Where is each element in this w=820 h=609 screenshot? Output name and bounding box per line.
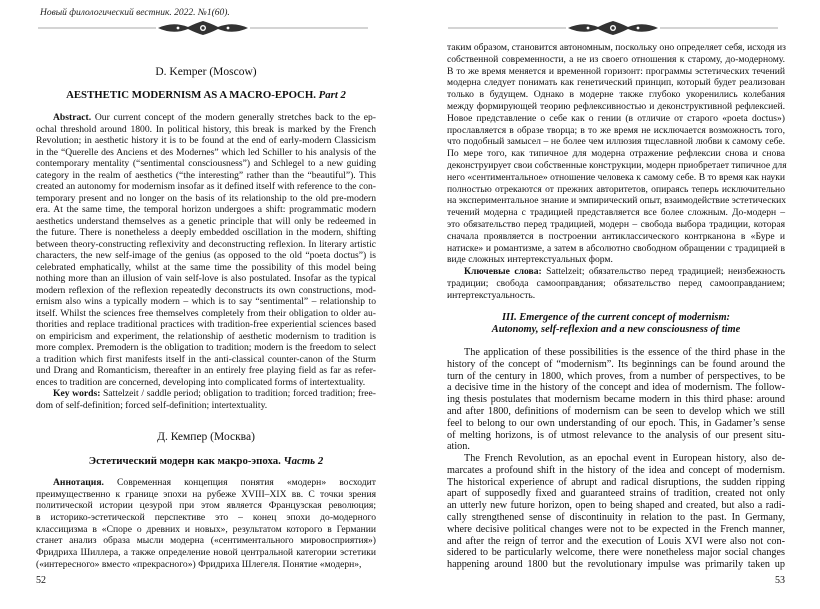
line-text: Sattelzeit / saddle period; obligation to tradition; forced tradition; free- <box>103 388 376 399</box>
text-line <box>36 512 376 524</box>
line-text: деконструирует свои собственные конструкции, модерн приобретает типичное для <box>447 159 787 171</box>
line-text: собственной современности, а не из своего отношения к старому, до-модерному. <box>447 53 785 65</box>
paragraph-label: Ключевые слова: <box>464 266 542 277</box>
text-line <box>447 382 785 394</box>
line-text: itself. Whilst the sciences free themselves completely from their obligation to older au- <box>36 307 376 319</box>
text-line <box>36 273 376 285</box>
line-text: history of the concept of “modernism”. Its beginnings can be found around the <box>447 358 785 370</box>
text-line <box>447 347 785 359</box>
text-line <box>36 524 376 536</box>
line-text: cally strengthened sense of discontinuity in relation to the past. In Germany, <box>447 511 785 523</box>
line-text: of melting horizons, is of utmost relevance to the analysis of our present situ- <box>447 429 785 441</box>
line-text: ences to tradition are concerned, developing into complicated forms of intertextuality. <box>36 376 366 388</box>
running-head: Новый филологический вестник. 2022. №1(60). <box>40 8 230 18</box>
title-en-main: AESTHETIC MODERNISM AS A MACRO-EPOCH. <box>66 89 316 101</box>
line-text: on empiricism and experiment, the relationship of aesthetic modernism to tradition is <box>36 330 376 342</box>
line-text: В то же время меняется и временной горизонт: программы эстетических течений <box>447 65 785 77</box>
text-line <box>447 394 785 406</box>
text-line <box>447 441 785 453</box>
text-line <box>36 559 376 571</box>
line-text: натиске» и романтизме, а затем в абсолютно свободном обращении с традицией в <box>447 242 785 254</box>
text-line <box>36 296 376 308</box>
text-line <box>36 239 376 251</box>
line-text: happening around 1800 but the revolutionary impulse was primarily taken up <box>447 559 785 571</box>
title-ru-part: Часть 2 <box>283 455 324 467</box>
text-line <box>447 66 785 78</box>
text-line <box>447 184 785 196</box>
line-text: классицизма в «Споре о древних и новых», результатом которого в Германии <box>36 523 376 535</box>
section-heading-line-2: Autonomy, self-reflexion and a new consciousness of time <box>491 324 741 335</box>
line-text: The application of these possibilities is the essence of the third phase in the <box>464 347 785 358</box>
text-line <box>447 136 785 148</box>
line-text: модерна следует понимать как генетический принцип, который будет реализован <box>447 77 785 89</box>
line-text: между формирующей теорию рефлексивностью и деконструктивной рефлексией. <box>447 100 785 112</box>
text-line <box>36 377 376 389</box>
text-line <box>447 453 785 465</box>
line-text: виде сложных интертекстуальных форм. <box>447 254 613 266</box>
line-text: него «сентиментальное» отношение человека к самому себе. В то время как науки <box>447 171 785 183</box>
line-text: more complex. Premodern is the obligation to tradition; modern is the freedom to select <box>36 342 376 353</box>
text-line <box>447 160 785 172</box>
line-text: традиции; свобода самооправдания; обязательство перед самооправданием; <box>447 277 785 289</box>
text-line <box>447 418 785 430</box>
text-line <box>36 477 376 489</box>
text-line <box>36 365 376 377</box>
line-text: and after the reign of terror and the execution of Louis XVI were also not con- <box>447 535 785 547</box>
text-line <box>36 308 376 320</box>
text-line <box>447 406 785 418</box>
text-line <box>36 216 376 228</box>
text-line <box>36 147 376 159</box>
text-line <box>447 430 785 442</box>
text-line <box>447 113 785 125</box>
text-line <box>447 254 785 266</box>
line-text: modern reflexion of the reflexion repeatedly deconstructs its own constructions, mod- <box>36 284 376 296</box>
text-line <box>447 231 785 243</box>
line-text: and after 1800, definitions of modernism can be seen to develop which we still <box>447 405 785 417</box>
line-text: turn of the century in 1800, which proves, from a number of perspectives, to be <box>447 370 785 382</box>
line-text: в историко-эстетической перспективе это – конец эпохи до-модерного <box>36 512 376 524</box>
text-line <box>36 170 376 182</box>
text-line <box>447 500 785 512</box>
text-line <box>447 359 785 371</box>
page-number-left: 52 <box>36 575 46 586</box>
text-line <box>447 101 785 113</box>
text-line <box>447 266 785 278</box>
text-line <box>36 181 376 193</box>
text-line <box>447 77 785 89</box>
line-text: Новое представление о себе как о гении (в отличие от старого «poeta doctus») <box>447 112 785 124</box>
line-text: und Drang and Romanticism, thereafter in an entirely free playing field as far as refer- <box>36 365 376 376</box>
text-line <box>36 354 376 366</box>
line-text: apart of supposedly fixed and guaranteed strains of tradition, created not only <box>447 488 785 500</box>
text-line <box>36 285 376 297</box>
paragraph-label: Аннотация. <box>53 477 104 488</box>
text-line <box>36 112 376 124</box>
paragraph-label: Abstract. <box>53 112 92 123</box>
text-line <box>36 158 376 170</box>
line-text: a tradition which first manifests itself in the anti-classical counter-canon of the Sturm <box>36 353 376 365</box>
line-text: ing thesis postulates that modernism became modern in this third phase: around <box>447 394 785 406</box>
text-line <box>36 489 376 501</box>
text-line <box>447 89 785 101</box>
line-text: что подобный замысел – не более чем иллюзия тщеславной любви к самому себе. <box>447 136 785 148</box>
title-ru <box>36 455 376 467</box>
line-text: таким образом, становится автономным, поскольку оно определяет себя, исходя из <box>447 42 786 53</box>
text-line <box>36 262 376 274</box>
line-text: thorities and replace traditional practices with tradition-free experiential sciences based <box>36 319 376 330</box>
text-line <box>447 477 785 489</box>
text-line <box>447 278 785 290</box>
body-paragraph-2 <box>447 453 785 571</box>
ornament-divider-icon <box>448 20 778 36</box>
line-text: aesthetics understand themselves as a genetic principle that will only be redeemed in <box>36 215 376 227</box>
section-heading-line-1: III. Emergence of the current concept of modernism: <box>501 312 730 323</box>
text-line <box>36 400 376 412</box>
text-line <box>447 547 785 559</box>
line-text: category in the realm of aesthetics (“the interesting” rather than the “beautiful”). This <box>36 169 376 181</box>
text-line <box>36 331 376 343</box>
page-number-right: 53 <box>775 575 785 586</box>
line-text: marcates a profound shift in the history of the idea and concept of modernism. <box>447 464 785 476</box>
line-text: Revolution; in aesthetic history it is to be found at the end of early-modern Classicism <box>36 135 376 146</box>
line-text: a decisive time in the history of the concept and idea of modernism. The follow- <box>447 382 785 394</box>
ornament-divider-icon <box>38 20 368 36</box>
section-heading <box>447 312 785 336</box>
line-text: преимущественно к границе эпохи на рубеже XVIII–XIX вв. С точки зрения <box>36 488 376 500</box>
line-text: По мере того, как типичное для модерна отражение рефлексии снова и снова <box>447 148 785 160</box>
text-line <box>36 250 376 262</box>
line-text: temporary present and no longer on the basis of its relationship to the old pre-modern <box>36 192 376 204</box>
line-text: the future. There is nonetheless a deeply embedded oscillation in the modern, shifting <box>36 227 376 238</box>
text-line <box>36 342 376 354</box>
text-line <box>447 42 785 54</box>
abstract-en <box>36 112 376 388</box>
annotation-ru-continued <box>447 42 785 266</box>
line-text: ernism also wins a typically modern – which is to say “sentimental” – relationship to <box>36 296 376 307</box>
text-line <box>447 172 785 184</box>
line-text: an utterly new future horizon, open to being shaped and created, but also a radi- <box>447 500 785 512</box>
text-line <box>447 148 785 160</box>
line-text: between theory-constructing reflexivity and deconstructing reflexion. In literary artistic <box>36 238 376 250</box>
annotation-ru <box>36 477 376 571</box>
line-text: на экспериментальное знание и эмпирический опыт, взаимодействие эстетических <box>447 195 787 207</box>
text-line <box>36 319 376 331</box>
text-line <box>447 512 785 524</box>
line-text: политической истории цезурой при этом является Французская революция; <box>36 500 376 512</box>
line-text: только в будущем. Однако в модерне также глубоко укоренились колебания <box>447 89 785 101</box>
keywords-en <box>36 388 376 411</box>
text-line <box>36 500 376 512</box>
line-text: ochal threshold around 1800. In political history, this break is marked by the French <box>36 123 376 135</box>
text-line <box>36 124 376 136</box>
text-line <box>447 559 785 571</box>
line-text: in the “Querelle des Anciens et des Modernes” which led Schiller to his analysis of the <box>36 146 376 158</box>
right-page <box>410 0 820 609</box>
line-text: dom of self-definition; forced self-definition; intertextuality. <box>36 399 268 411</box>
text-line <box>447 524 785 536</box>
line-text: characters, the new self-image of the genius (as opposed to the old “poeta doctus”) is <box>36 250 376 261</box>
line-text: станет анализ образа мысли модерна («сентиментального мировосприятия») <box>36 535 376 547</box>
line-text: Sattelzeit; обязательство перед традицией; неизбежность <box>546 266 785 277</box>
title-en <box>36 89 376 101</box>
line-text: это обязательство перед традицией, модерн – свобода выбора традиции, которая <box>447 218 785 230</box>
text-line <box>447 125 785 137</box>
title-ru-main: Эстетический модерн как макро-эпоха. <box>88 455 281 467</box>
line-text: The historical experience of abrupt and radical disruptions, the sudden ripping <box>447 476 785 488</box>
text-line <box>447 195 785 207</box>
line-text: («интересного» вместо «прекрасного») Фридриха Шлегеля. Понятие «модерн», <box>36 558 362 570</box>
line-text: прославляется в образе творца; в то же время не исключается возможность того, <box>447 124 785 136</box>
text-line <box>36 547 376 559</box>
line-text: сначала проявляется в построении антиклассического контрканона в «Буре и <box>447 230 785 242</box>
line-text: sidered to be particularly welcome, there were nonetheless major social changes <box>447 547 785 559</box>
text-line <box>447 54 785 66</box>
title-en-part: Part 2 <box>318 89 346 101</box>
line-text: feel to belong to our own understanding of our epoch. This, in Gadamer’s sense <box>447 417 785 429</box>
line-text: celebrated emphatically, whilst at the same time the possibility of this model being <box>36 261 376 273</box>
line-text: Our current concept of the modern generally stretches back to the ep- <box>94 112 376 123</box>
text-line <box>447 465 785 477</box>
text-line <box>447 488 785 500</box>
text-line <box>447 536 785 548</box>
text-line <box>36 135 376 147</box>
line-text: nothing more than an illusion of vain self-love is also postulated. Insofar as the typical <box>36 273 376 284</box>
text-line <box>36 535 376 547</box>
author-ru: Д. Кемпер (Москва) <box>157 431 255 443</box>
line-text: полностью отрекаются от прежних авторитетов, опираясь теперь исключительно <box>447 183 785 195</box>
text-line <box>36 388 376 400</box>
body-paragraph-1 <box>447 347 785 453</box>
text-line <box>447 371 785 383</box>
line-text: Современная концепция понятия «модерн» восходит <box>117 477 376 488</box>
line-text: created an autonomy for modernism insofar as it defined itself with reference to the con- <box>36 181 376 192</box>
line-text: contemporary mentality (“sentimental consciousness”) and Schlegel to a new guiding <box>36 158 376 169</box>
keywords-ru <box>447 266 785 301</box>
text-line <box>447 243 785 255</box>
text-line <box>447 207 785 219</box>
paragraph-label: Key words: <box>53 388 101 399</box>
line-text: течений модерна с традицией представляется все более сложным. До-модерн – <box>447 207 785 219</box>
author-en: D. Kemper (Moscow) <box>155 66 257 78</box>
line-text: интертекстуальность. <box>447 289 536 301</box>
line-text: The French Revolution, as an epochal event in European history, also de- <box>464 453 785 464</box>
text-line <box>447 219 785 231</box>
text-line <box>36 204 376 216</box>
line-text: era. At the same time, the temporal horizon undergoes a shift: programmatic modern <box>36 204 376 215</box>
text-line <box>36 227 376 239</box>
line-text: Фридриха Шиллера, а также определение новой центральной категории эстетики <box>36 547 376 559</box>
line-text: ation. <box>447 441 470 453</box>
line-text: where decisive political changes were not to be expected in the French manner, <box>447 523 785 535</box>
text-line <box>36 193 376 205</box>
text-line <box>447 290 785 302</box>
